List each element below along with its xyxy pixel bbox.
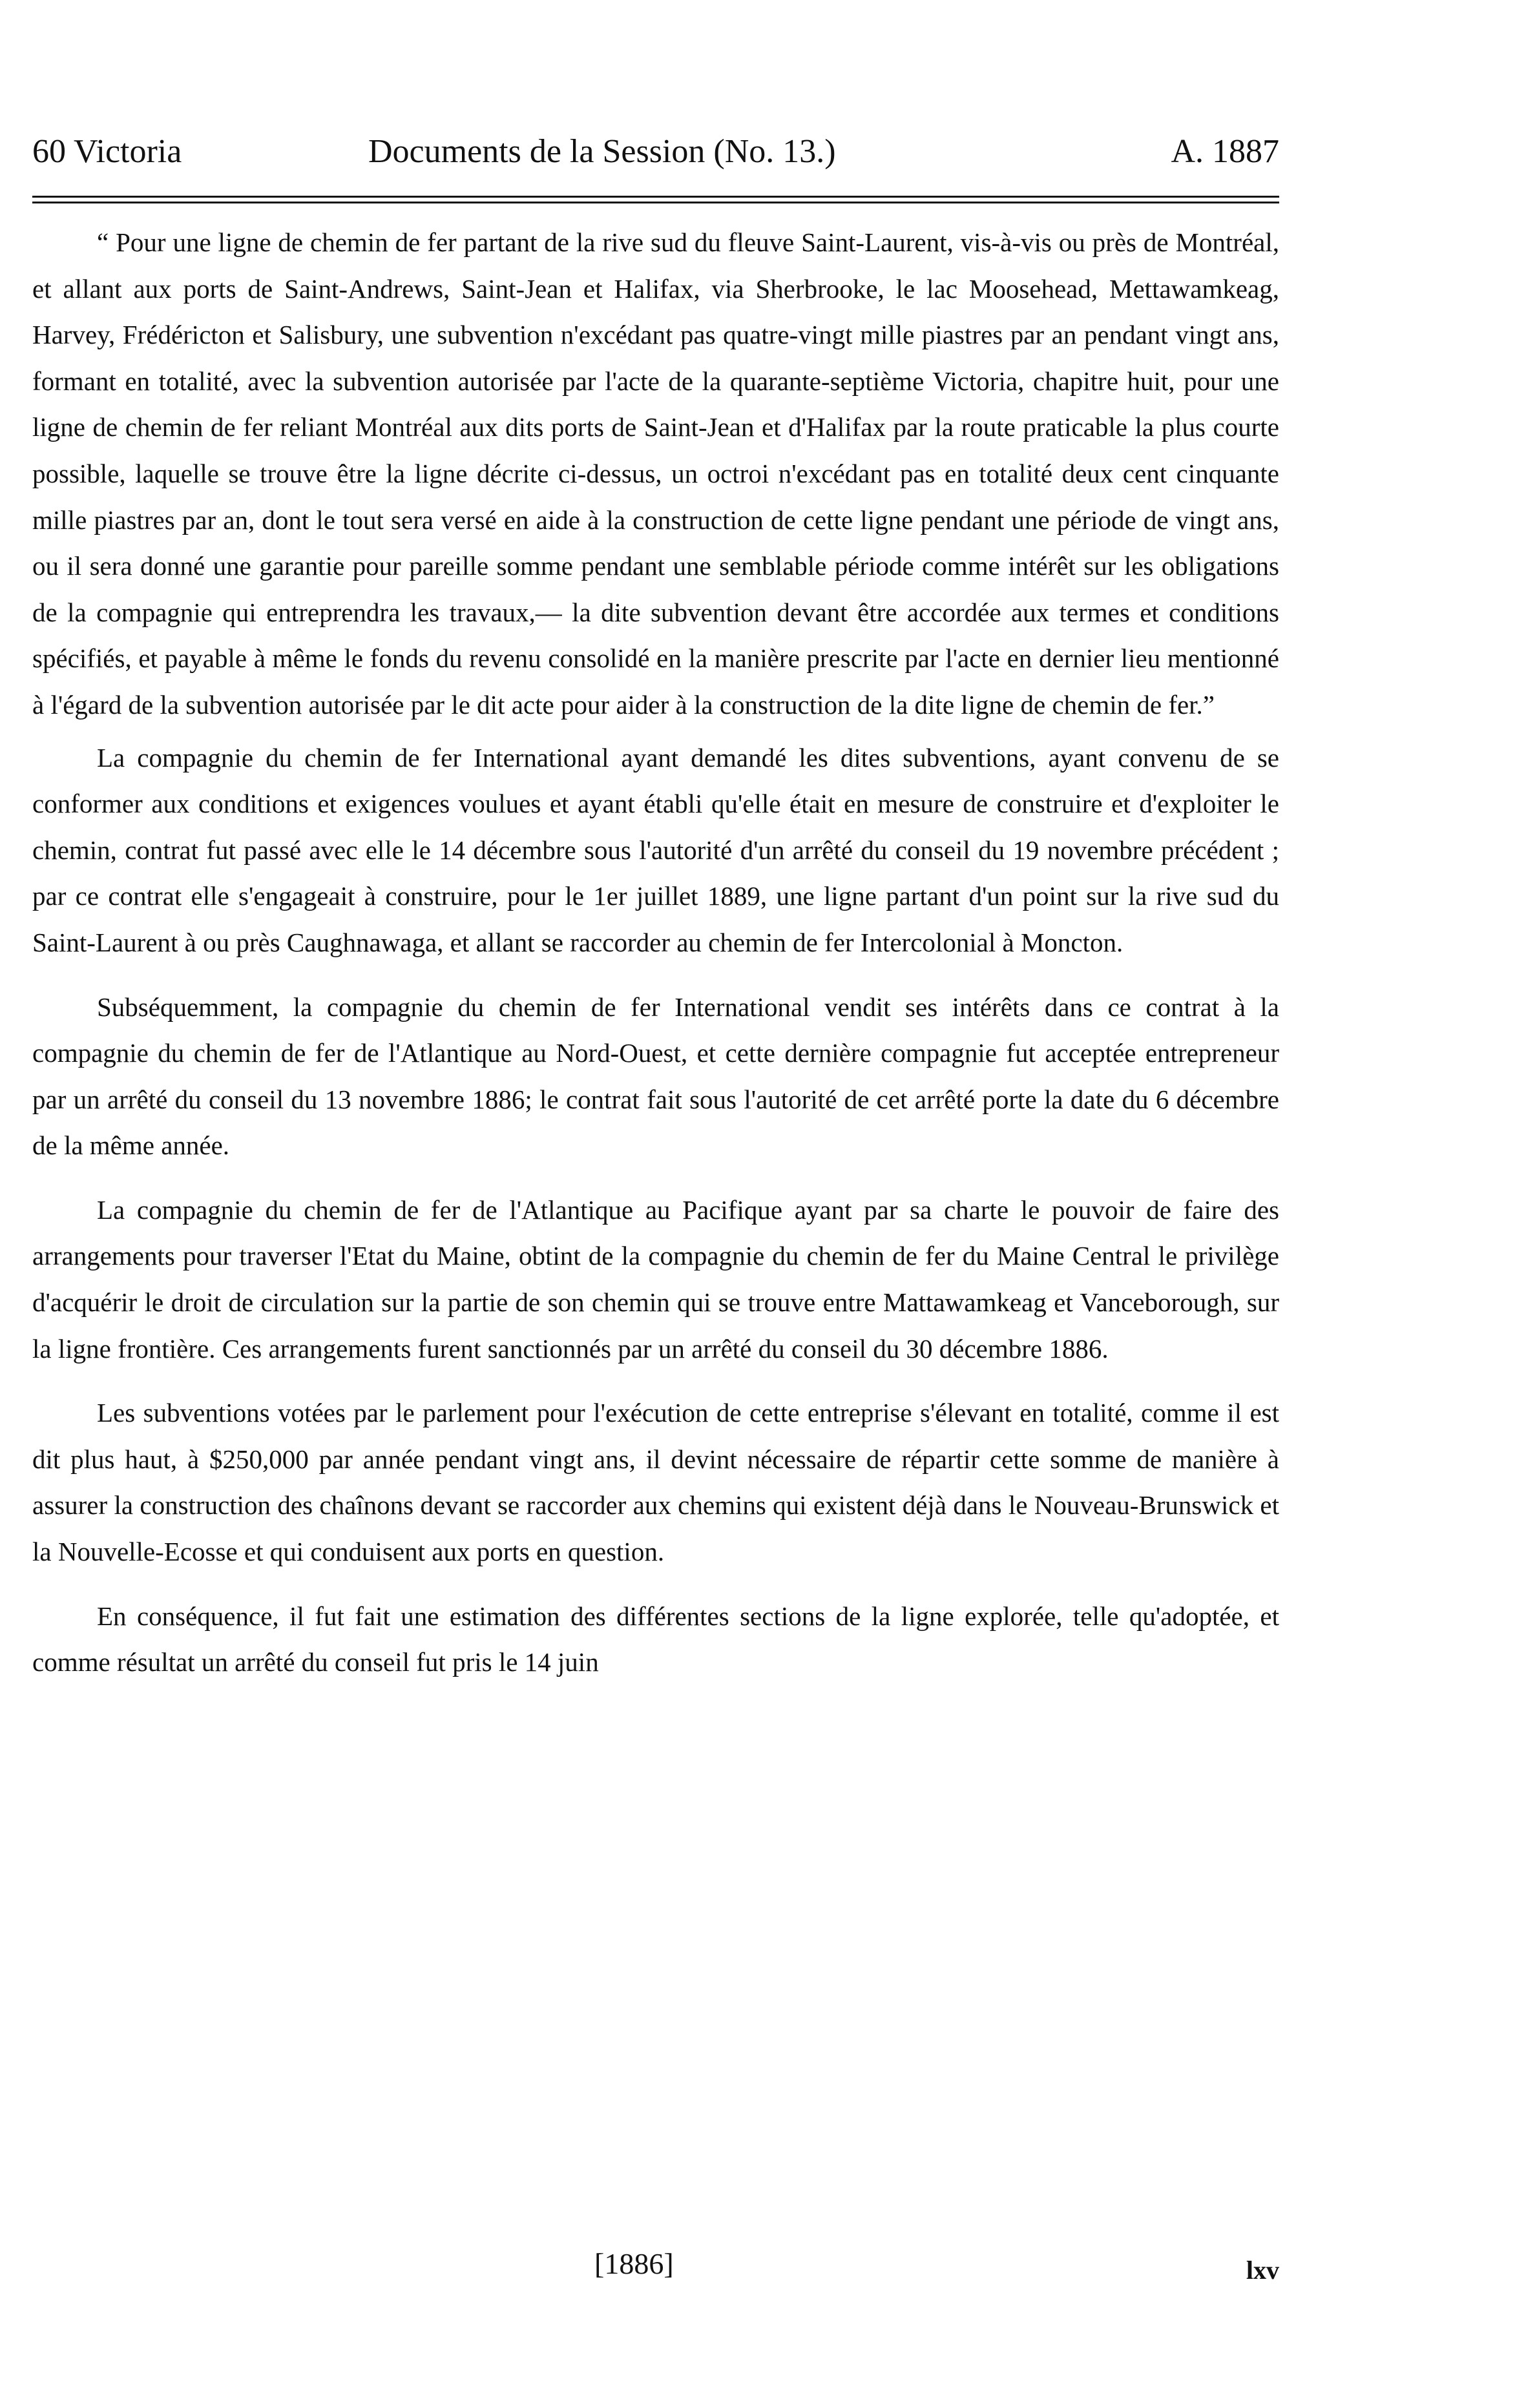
header-year: A. 1887	[1171, 133, 1279, 170]
paragraph: La compagnie du chemin de fer de l'Atlantique au Pacifique ayant par sa charte le pouvoir de faire des arrangements pour traverser l'Etat du Maine, obtint de la compagnie du chemin de fer du Maine Central le privilège d'acquérir le droit de circulation sur la partie de son chemin qui se trouve entre Mattawamkeag et Vanceborough, sur la ligne frontière. Ces arrangements furent sanctionnés par un arrêté du conseil du 30 décembre 1886.	[32, 1194, 1279, 1364]
paragraph: La compagnie du chemin de fer International ayant demandé les dites subventions, ayant convenu de se conformer aux conditions et exigences voulues et ayant établi qu'elle était en mesure de construire et d'exploiter le chemin, contrat fut passé avec elle le 14 décembre sous l'autorité d'un arrêté du conseil du 19 novembre précédent ; par ce contrat elle s'engageait à construire, pour le 1er juillet 1889, une ligne partant d'un point sur la rive sud du Saint-Laurent à ou près Caughnawaga, et allant se raccorder au chemin de fer Intercolonial à Moncton.	[32, 742, 1279, 957]
page-number: lxv	[1246, 2256, 1279, 2285]
paragraph: Subséquemment, la compagnie du chemin de fer International vendit ses intérêts dans ce contrat à la compagnie du chemin de fer de l'Atlantique au Nord-Ouest, et cette dernière compagnie fut acceptée entrepreneur par un arrêté du conseil du 13 novembre 1886; le contrat fait sous l'autorité de cet arrêté porte la date du 6 décembre de la même année.	[32, 991, 1279, 1161]
body-text	[32, 220, 1279, 1686]
quoted-paragraph: “ Pour une ligne de chemin de fer partant de la rive sud du fleuve Saint-Laurent, vis-à-vis ou près de Montréal, et allant aux ports de Saint-Andrews, Saint-Jean et Halifax, via Sherbrooke, le lac Moosehead, Mettawamkeag, Harvey, Frédéricton et Salisbury, une subvention n'excédant pas quatre-vingt mille piastres par an pendant vingt ans, formant en totalité, avec la subvention autorisée par l'acte de la quarante-septième Victoria, chapitre huit, pour une ligne de chemin de fer reliant Montréal aux dits ports de Saint-Jean et d'Halifax par la route praticable la plus courte possible, laquelle se trouve être la ligne décrite ci-dessus, un octroi n'excédant pas en totalité deux cent cinquante mille piastres par an, dont le tout sera versé en aide à la construction de cette ligne pendant une période de vingt ans, ou il sera donné une garantie pour pareille somme pendant une semblable période comme intérêt sur les obligations de la compagnie qui entreprendra les travaux,— la dite subvention devant être accordée aux termes et conditions spécifiés, et payable à même le fonds du revenu consolidé en la manière prescrite par l'acte en dernier lieu mentionné à l'égard de la subvention autorisée par le dit acte pour aider à la construction de la dite ligne de chemin de fer.”	[32, 227, 1279, 720]
paragraph: En conséquence, il fut fait une estimation des différentes sections de la ligne explorée, telle qu'adoptée, et comme résultat un arrêté du conseil fut pris le 14 juin	[32, 1601, 1279, 1677]
printer-signature: [1886]	[594, 2247, 674, 2280]
page-footer	[32, 2241, 1279, 2287]
header-regnal-year: 60 Victoria	[32, 133, 182, 170]
header-rule-top	[32, 196, 1279, 198]
paragraph: Les subventions votées par le parlement pour l'exécution de cette entreprise s'élevant en totalité, comme il est dit plus haut, à $250,000 par année pendant vingt ans, il devint nécessaire de répartir cette somme de manière à assurer la construction des chaînons devant se raccorder aux chemins qui existent déjà dans le Nouveau-Brunswick et la Nouvelle-Ecosse et qui conduisent aux ports en question.	[32, 1398, 1279, 1567]
running-header	[32, 126, 1279, 178]
header-title: Documents de la Session (No. 13.)	[368, 133, 836, 170]
header-rule-bottom	[32, 202, 1279, 203]
